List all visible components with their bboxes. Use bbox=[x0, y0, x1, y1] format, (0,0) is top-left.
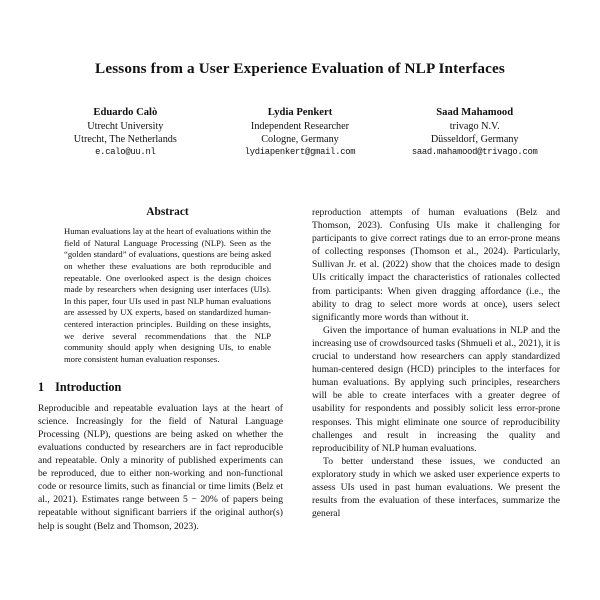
paragraph: To better understand these issues, we conducted an exploratory study in which we asked user experience experts to assess UIs used in past human evaluations. We present the results from the evaluation of these interfaces, summarize the general bbox=[312, 455, 560, 520]
author-affiliation: trivago N.V. bbox=[449, 120, 500, 132]
author-location: Cologne, Germany bbox=[261, 134, 339, 146]
author-location: Düsseldorf, Germany bbox=[430, 134, 519, 146]
column-left bbox=[38, 206, 283, 533]
author-name: Lydia Penkert bbox=[267, 107, 333, 118]
author-location: Utrecht, The Netherlands bbox=[73, 134, 177, 146]
author-affiliation: Utrecht University bbox=[87, 120, 164, 132]
paragraph: Reproducible and repeatable evaluation lays at the heart of science. Increasingly for the field of Natural Language Processing (NLP), questions are being asked on whether the evaluations conducted by researchers are in fact reproducible and repeatable. Only a minority of published experiments can be reproduced, due to either non-working and non-functional code or resource limits, such as financial or time limits (Belz et al., 2021). Estimates range between 5 − 20% of papers being repeatable without significant barriers if the original author(s) help is sought (Belz and Thomson, 2023). bbox=[38, 402, 283, 532]
author-name: Saad Mahamood bbox=[436, 107, 514, 118]
author-email[interactable]: e.calo@uu.nl bbox=[95, 147, 156, 158]
author-email[interactable]: saad.mahamood@trivago.com bbox=[411, 147, 538, 158]
paragraph: Given the importance of human evaluations in NLP and the increasing use of crowdsourced tasks (Shmueli et al., 2021), it is crucial to understand how researchers can apply standardized human-centered design (HCD) principles to the interfaces for human evaluations. By applying such principles, researchers will be able to create interfaces with a greater degree of usability for respondents and possibly solicit less error-prone responses. This might eliminate one source of reproducibility challenges and result in increasing the quality and reproducibility of NLP human evaluations. bbox=[312, 324, 560, 454]
author-block bbox=[387, 106, 562, 159]
abstract-heading: Abstract bbox=[146, 206, 189, 218]
author-affiliation: Independent Researcher bbox=[250, 120, 350, 132]
author-email[interactable]: lydiapenkert@gmail.com bbox=[244, 147, 356, 158]
section-heading-introduction bbox=[38, 380, 283, 395]
author-block bbox=[38, 106, 213, 159]
section-number: 1 bbox=[38, 379, 45, 394]
paragraph: reproduction attempts of human evaluations (Belz and Thomson, 2023). Confusing UIs make it challenging for participants to give correct ratings due to an error-prone means of collecting responses (Thomson et al., 2024). Particularly, Sullivan Jr. et al. (2022) show that the choices made to design UIs critically impact the characteristics of rationales collected from participants: When given dragging affordance (i.e., the ability to drag to select more words at once), users select significantly more words than without it. bbox=[312, 207, 560, 323]
column-right bbox=[312, 206, 560, 520]
abstract-text: Human evaluations lay at the heart of evaluations within the field of Natural Language Processing (NLP). Seen as the “golden standard” of evaluations, questions are being asked on whether these evaluations are both reproducible and repeatable. One overlooked aspect is the design choices made by researchers when designing user interfaces (UIs). In this paper, four UIs used in past NLP human evaluations are assessed by UX experts, based on standardized human-centered interaction principles. Building on these insights, we derive several recommendations that the NLP community should apply when designing UIs, to enable more consistent human evaluation responses. bbox=[64, 226, 271, 365]
author-block bbox=[213, 106, 388, 159]
abstract-section bbox=[38, 206, 283, 366]
section-title: Introduction bbox=[55, 379, 122, 394]
author-name: Eduardo Calò bbox=[93, 107, 158, 118]
page-title: Lessons from a User Experience Evaluation of NLP Interfaces bbox=[95, 60, 505, 77]
author-list bbox=[38, 106, 562, 159]
